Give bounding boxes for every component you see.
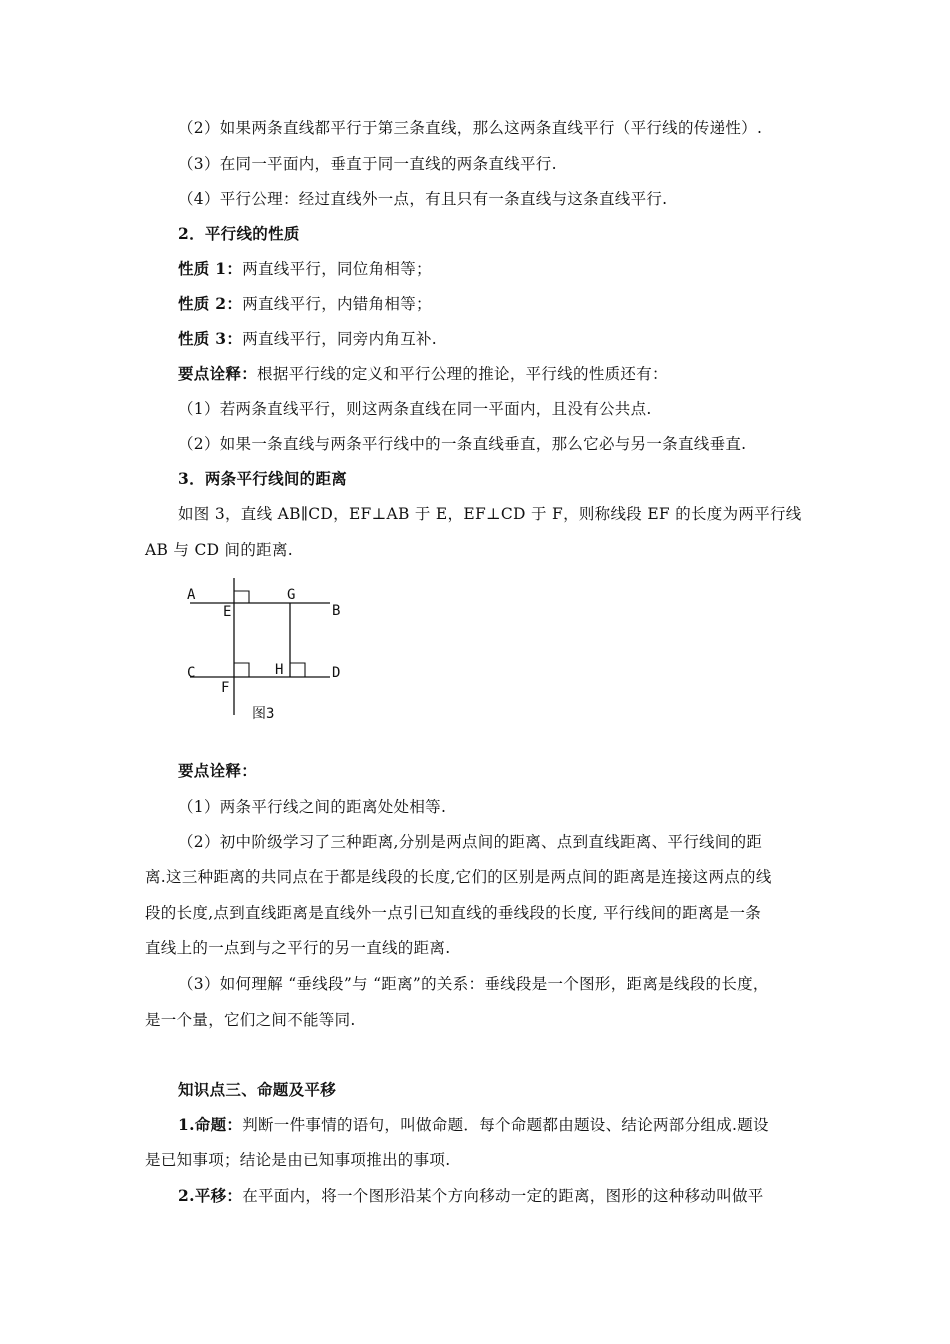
key-point-1: （1）若两条直线平行，则这两条直线在同一平面内，且没有公共点. <box>178 400 652 418</box>
key-point-2: （2）如果一条直线与两条平行线中的一条直线垂直，那么它必与另一条直线垂直. <box>178 435 747 453</box>
property-3 <box>178 329 437 349</box>
distance-note-2-line-4: 直线上的一点到与之平行的另一直线的距离. <box>145 939 451 957</box>
property-2 <box>178 294 432 314</box>
parallel-criterion-4: （4）平行公理：经过直线外一点，有且只有一条直线与这条直线平行. <box>178 190 668 208</box>
property-2-text: 两直线平行，内错角相等； <box>242 295 432 313</box>
distance-note-3-line-2: 是一个量，它们之间不能等同. <box>145 1011 356 1029</box>
property-3-label: 性质 3： <box>178 329 243 348</box>
key-point-note <box>178 364 668 384</box>
key-point-text: 根据平行线的定义和平行公理的推论，平行线的性质还有： <box>257 365 668 383</box>
label-f: F <box>221 680 230 696</box>
label-a: A <box>187 587 196 603</box>
proposition-text: 判断一件事情的语句，叫做命题．每个命题都由题设、结论两部分组成.题设 <box>242 1116 769 1134</box>
translation-line-1 <box>178 1186 764 1206</box>
translation-text: 在平面内，将一个图形沿某个方向移动一定的距离，图形的这种移动叫做平 <box>242 1187 764 1205</box>
right-angle-mark-h <box>290 663 305 677</box>
key-point-heading-distance: 要点诠释： <box>178 761 258 780</box>
property-1 <box>178 259 432 279</box>
parallel-criterion-3: （3）在同一平面内，垂直于同一直线的两条直线平行. <box>178 155 557 173</box>
distance-note-2-line-2: 离.这三种距离的共同点在于都是线段的长度,它们的区别是两点间的距离是连接这两点的线 <box>145 868 772 886</box>
translation-label: 2.平移： <box>178 1186 243 1205</box>
distance-note-1: （1）两条平行线之间的距离处处相等. <box>178 798 447 816</box>
label-e: E <box>223 604 232 620</box>
figure-3 <box>178 574 368 734</box>
label-g: G <box>287 587 296 603</box>
distance-paragraph-line-2: AB 与 CD 间的距离. <box>145 541 293 559</box>
key-point-label: 要点诠释： <box>178 364 258 383</box>
distance-paragraph-line-1: 如图 3，直线 AB∥CD，EF⊥AB 于 E，EF⊥CD 于 F，则称线段 EF 的长度为两平行线 <box>178 505 802 523</box>
label-d: D <box>332 665 341 681</box>
property-1-label: 性质 1： <box>178 259 243 278</box>
knowledge-point-3-heading: 知识点三、命题及平移 <box>178 1080 337 1099</box>
property-2-label: 性质 2： <box>178 294 243 313</box>
distance-note-2-line-3: 段的长度,点到直线距离是直线外一点引已知直线的垂线段的长度, 平行线间的距离是一条 <box>145 904 762 922</box>
distance-note-2-line-1: （2）初中阶级学习了三种距离,分别是两点间的距离、点到直线距离、平行线间的距 <box>178 833 763 851</box>
proposition-label: 1.命题： <box>178 1115 243 1134</box>
right-angle-mark-e <box>234 591 249 603</box>
section-heading-distance: 3．两条平行线间的距离 <box>178 469 348 488</box>
proposition-line-1 <box>178 1115 769 1135</box>
label-c: C <box>187 665 196 681</box>
right-angle-mark-f <box>234 663 249 677</box>
parallel-criterion-2: （2）如果两条直线都平行于第三条直线，那么这两条直线平行（平行线的传递性）. <box>178 119 763 137</box>
property-1-text: 两直线平行，同位角相等； <box>242 260 432 278</box>
label-h: H <box>275 662 284 678</box>
label-b: B <box>332 603 341 619</box>
parallel-lines-diagram <box>178 574 368 734</box>
distance-note-3-line-1: （3）如何理解 “垂线段”与 “距离”的关系：垂线段是一个图形，距离是线段的长度， <box>178 975 769 993</box>
figure-caption: 图3 <box>252 706 275 722</box>
section-heading-properties: 2．平行线的性质 <box>178 224 300 243</box>
property-3-text: 两直线平行，同旁内角互补. <box>242 330 438 348</box>
proposition-line-2: 是已知事项；结论是由已知事项推出的事项. <box>145 1151 451 1169</box>
